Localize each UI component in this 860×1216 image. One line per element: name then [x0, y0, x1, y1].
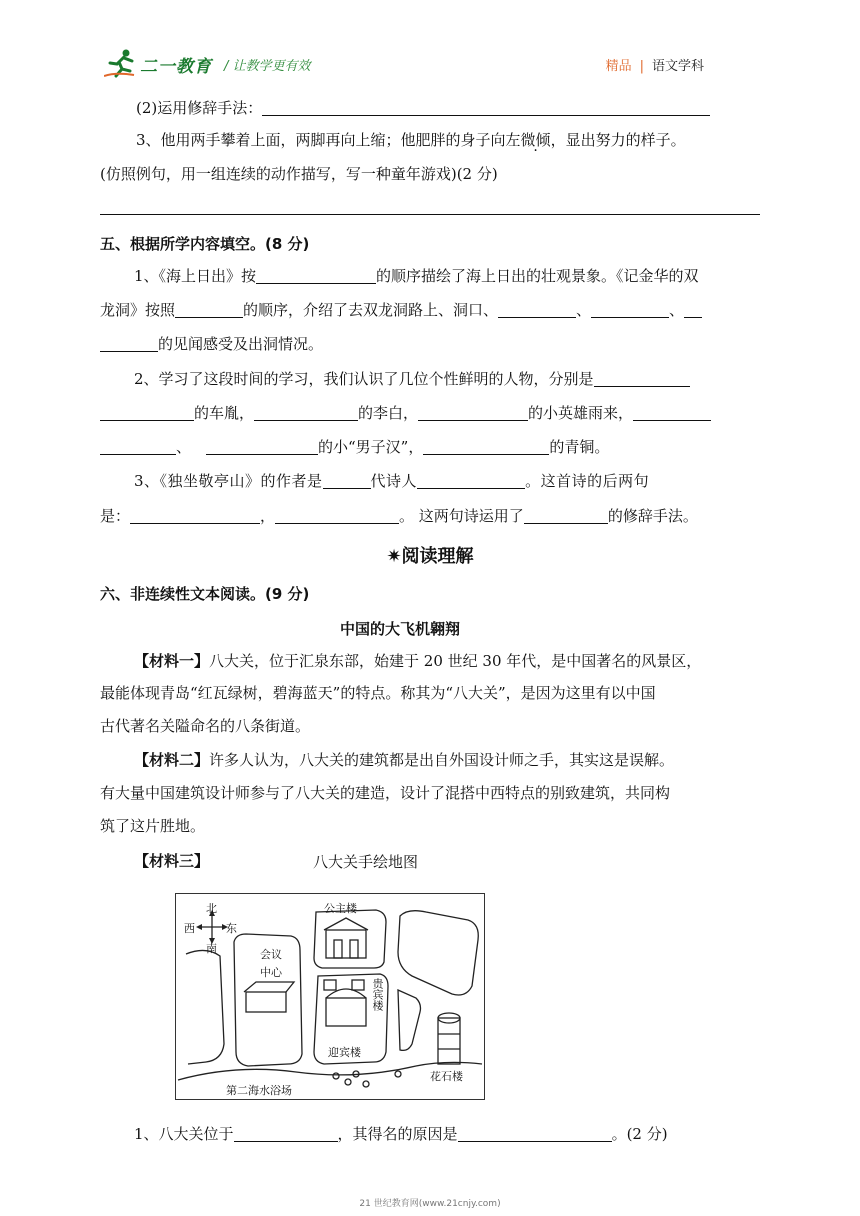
map-huiyi-label: 会议	[260, 948, 282, 961]
logo	[104, 46, 216, 80]
runner-logo-icon	[104, 48, 138, 78]
answer-blank[interactable]	[418, 404, 528, 421]
q5-line1	[134, 266, 699, 286]
text: 。(2 分)	[611, 1125, 668, 1143]
text: 的见闻感受及出洞情况。	[158, 335, 324, 353]
text: 的顺序，介绍了去双龙洞路上、洞口、	[243, 301, 499, 319]
map-guibin-label: 贵宾楼	[371, 978, 384, 1011]
text: 2、学习了这段时间的学习，我们认识了几位个性鲜明的人物，分别是	[134, 370, 594, 388]
article-title: 中国的大飞机翱翔	[339, 620, 460, 638]
answer-blank[interactable]	[100, 335, 158, 352]
material1-label: 【材料一】	[134, 652, 210, 670]
q4-item3-text-b: ，显出努力的样子。	[550, 131, 686, 149]
q4-item3-instruction: (仿照例句，用一组连续的动作描写，写一种童年游戏)(2 分)	[100, 165, 498, 183]
material1-line1	[134, 651, 701, 671]
answer-blank[interactable]	[100, 438, 176, 455]
q5-line4	[134, 369, 690, 389]
answer-blank[interactable]	[323, 472, 371, 489]
material2-line1	[134, 750, 674, 770]
answer-blank[interactable]	[206, 438, 318, 455]
text: 的小“男子汉”，	[318, 438, 424, 456]
text: 1、八大关位于	[134, 1125, 234, 1143]
hand-drawn-map	[175, 893, 485, 1100]
answer-blank[interactable]	[254, 404, 358, 421]
subject-label: 语文学科	[651, 59, 704, 74]
material3-label: 【材料三】	[134, 852, 210, 870]
q5-line7	[134, 471, 649, 491]
material2-label: 【材料二】	[134, 751, 210, 769]
map-yingbin-label: 迎宾楼	[328, 1046, 361, 1059]
text: 1、《海上日出》按	[134, 267, 257, 285]
material2-line3: 筑了这片胜地。	[100, 817, 206, 835]
material2-line2: 有大量中国建筑设计师参与了八大关的建造，设计了混搭中西特点的别致建筑，共同构	[100, 784, 671, 802]
q6-question1	[134, 1124, 668, 1144]
quality-label: 精品	[605, 59, 632, 74]
dotted-word: 微倾	[520, 131, 551, 149]
logo-text: 二一教育	[140, 57, 212, 77]
text: ，	[260, 507, 276, 525]
map-gongzhu-label: 公主楼	[324, 902, 357, 915]
q5-line8	[100, 506, 698, 526]
material3-heading	[134, 851, 209, 871]
answer-blank[interactable]	[417, 472, 525, 489]
answer-blank[interactable]	[234, 1125, 338, 1142]
text: 八大关，位于汇泉东部，始建于 20 世纪 30 年代，是中国著名的风景区，	[209, 652, 702, 670]
map-huashi-label: 花石楼	[430, 1070, 463, 1083]
map-south-label: 南	[206, 942, 217, 955]
text: 、	[576, 301, 592, 319]
q5-line5	[100, 403, 711, 423]
text: 的李白，	[358, 404, 419, 422]
map-west-label: 西	[184, 922, 195, 935]
material1-line2: 最能体现青岛“红瓦绿树，碧海蓝天”的特点。称其为“八大关”，是因为这里有以中国	[100, 684, 656, 702]
text: 龙洞》按照	[100, 301, 176, 319]
q5-title: 五、根据所学内容填空。(8 分)	[100, 235, 310, 253]
map-east-label: 东	[226, 922, 237, 935]
map-zhongxin-label: 中心	[260, 966, 282, 979]
answer-blank[interactable]	[591, 301, 669, 318]
answer-blank[interactable]	[498, 301, 576, 318]
text: ，其得名的原因是	[337, 1125, 458, 1143]
answer-blank[interactable]	[458, 1125, 612, 1142]
text: 是：	[100, 507, 131, 525]
answer-blank[interactable]	[130, 507, 260, 524]
q5-line3	[100, 334, 323, 354]
answer-line[interactable]	[100, 214, 760, 215]
answer-blank[interactable]	[633, 404, 711, 421]
q5-line6	[100, 437, 609, 457]
page-header	[0, 0, 860, 90]
answer-blank[interactable]	[175, 301, 243, 318]
answer-blank[interactable]	[594, 370, 690, 387]
q4-item3-text-a: 3、他用两手攀着上面，两脚再向上缩；他肥胖的身子向左	[136, 131, 521, 149]
text: 的顺序描绘了海上日出的壮观景象。《记金华的双	[376, 267, 699, 285]
answer-blank[interactable]	[684, 301, 702, 318]
text: 的小英雄雨来，	[528, 404, 634, 422]
text: 许多人认为，八大关的建筑都是出自外国设计师之手，其实这是误解。	[209, 751, 675, 769]
q4-item2	[136, 98, 710, 118]
text: 、	[669, 301, 685, 319]
header-right	[606, 55, 704, 74]
q6-title: 六、非连续性文本阅读。(9 分)	[100, 585, 310, 603]
text: 代诗人	[370, 472, 418, 490]
text: 的修辞手法。	[607, 507, 698, 525]
text: 的车胤，	[194, 404, 255, 422]
answer-blank[interactable]	[262, 99, 710, 116]
map-north-label: 北	[206, 902, 217, 915]
answer-blank[interactable]	[524, 507, 608, 524]
page-footer: 21 世纪教育网(www.21cnjy.com)	[359, 1199, 501, 1209]
header-separator: |	[639, 59, 644, 74]
text: 的青铜。	[549, 438, 610, 456]
q4-item2-label: (2)运用修辞手法：	[136, 99, 263, 117]
map-title: 八大关手绘地图	[313, 853, 419, 871]
slogan: / 让教学更有效	[224, 59, 311, 74]
q5-line2	[100, 300, 702, 320]
material1-line3: 古代著名关隘命名的八条街道。	[100, 717, 311, 735]
answer-blank[interactable]	[275, 507, 399, 524]
text: 、	[176, 438, 192, 456]
q4-item3	[136, 130, 686, 150]
answer-blank[interactable]	[100, 404, 194, 421]
section-title: ✷阅读理解	[386, 546, 474, 567]
q4-item3-dotted	[521, 131, 551, 149]
text: 。这首诗的后两句	[525, 472, 650, 490]
map-haishui-label: 第二海水浴场	[226, 1084, 292, 1097]
text: 。 这两句诗运用了	[399, 507, 524, 525]
answer-blank[interactable]	[423, 438, 549, 455]
text: 3、《独坐敬亭山》的作者是	[134, 472, 323, 490]
answer-blank[interactable]	[256, 267, 376, 284]
